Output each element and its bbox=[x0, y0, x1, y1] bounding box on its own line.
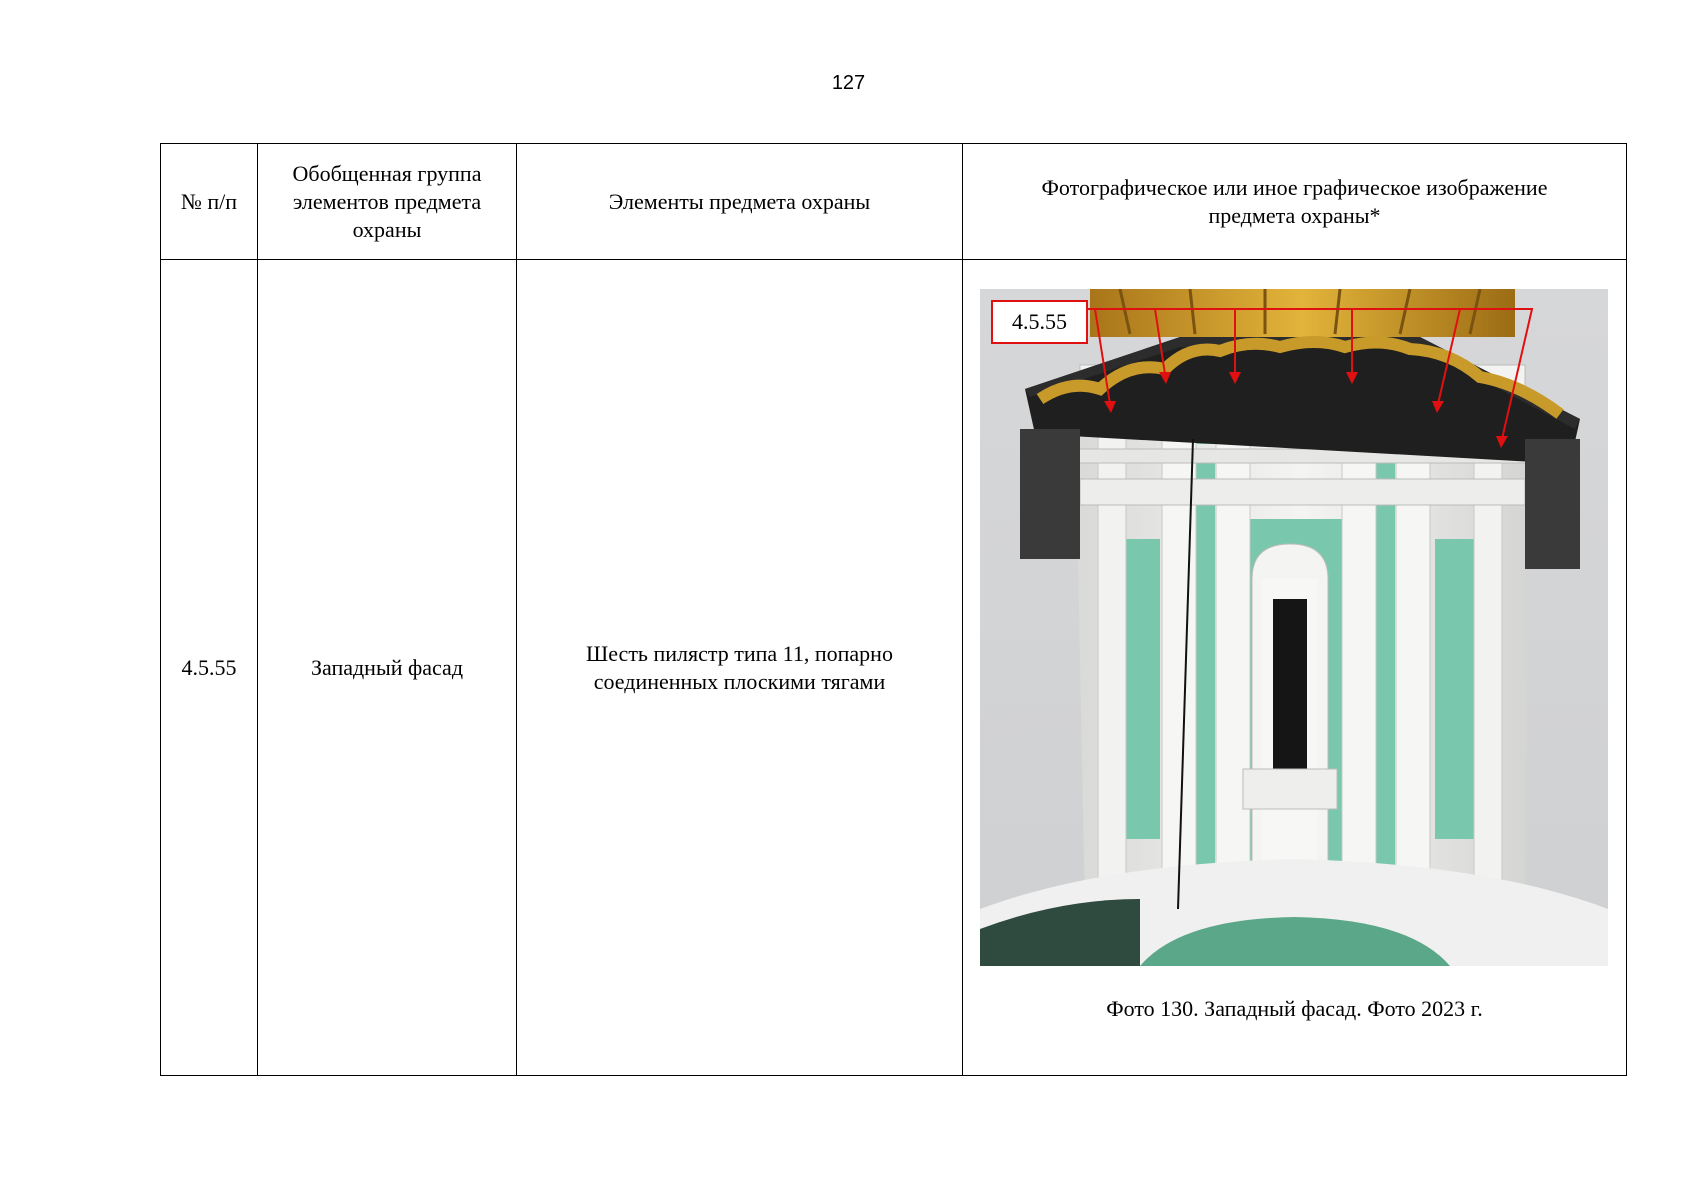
header-group: Обобщенная группа элементов предмета охраны bbox=[258, 144, 517, 260]
photo-callout-label: 4.5.55 bbox=[1012, 309, 1067, 334]
protection-table bbox=[160, 143, 1627, 1076]
page-number: 127 bbox=[831, 72, 866, 94]
photo-caption: Фото 130. Западный фасад. Фото 2023 г. bbox=[1106, 996, 1483, 1021]
cell-num: 4.5.55 bbox=[161, 260, 258, 1076]
header-image: Фотографическое или иное графическое изображение предмета охраны* bbox=[963, 144, 1627, 260]
table-header-row bbox=[161, 144, 1627, 260]
header-elements: Элементы предмета охраны bbox=[517, 144, 963, 260]
header-num: № п/п bbox=[161, 144, 258, 260]
cell-group: Западный фасад bbox=[258, 260, 517, 1076]
table-row bbox=[161, 260, 1627, 1076]
cell-elements: Шесть пилястр типа 11, попарно соединенных плоскими тягами bbox=[517, 260, 963, 1076]
cell-photo bbox=[963, 260, 1627, 1076]
drum-photo-illustration bbox=[980, 289, 1608, 966]
facade-photo bbox=[980, 289, 1608, 966]
